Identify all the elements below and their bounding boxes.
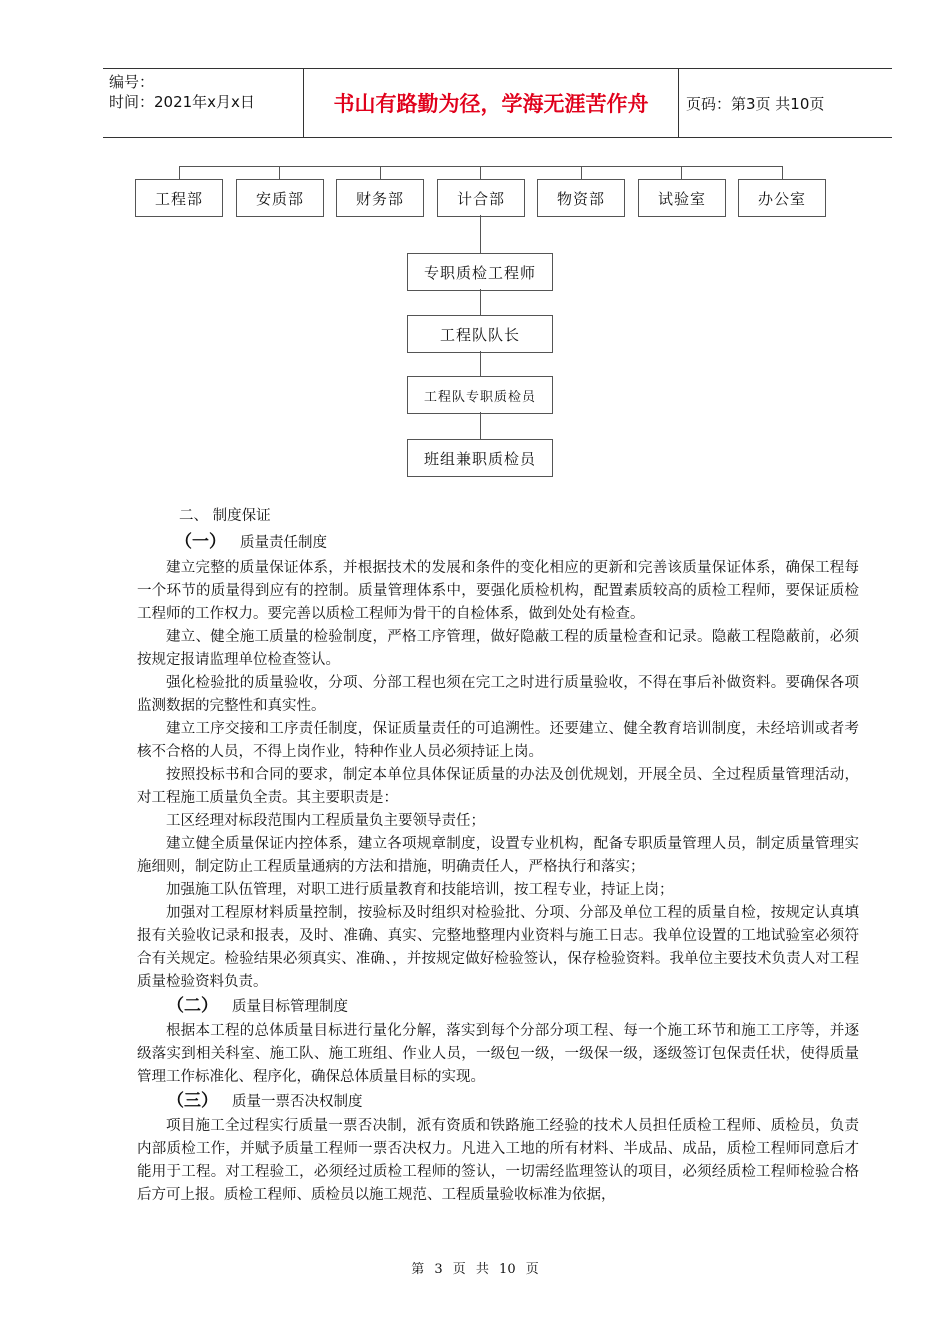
org-stub — [480, 166, 481, 179]
org-dept-box: 计合部 — [437, 179, 525, 217]
paragraph: 根据本工程的总体质量目标进行量化分解，落实到每个分部分项工程、每一个施工环节和施工工序等，并逐级落实到相关科室、施工队、施工班组、作业人员，一级包一级，一级保一级，逐级签订包保责任状，使得质量管理工作标准化、程序化，确保总体质量目标的实现。 — [137, 1023, 859, 1085]
org-chain-box: 工程队队长 — [407, 315, 553, 353]
org-dept-box: 工程部 — [135, 179, 223, 217]
section-heading: 二、 制度保证 — [179, 508, 271, 524]
org-stub — [782, 166, 783, 179]
paragraph: 建立完整的质量保证体系，并根据技术的发展和条件的变化相应的更新和完善该质量保证体系，确保工程每一个环节的质量得到应有的控制。质量管理体系中，要强化质检机构，配置素质较高的质检工程师，要保证质检工程师的工作权力。要完善以质检工程师为骨干的自检体系，做到处处有检查。 — [137, 560, 859, 622]
org-spine — [480, 289, 481, 315]
org-stub — [179, 166, 180, 179]
org-dept-box: 物资部 — [537, 179, 625, 217]
paragraph: 强化检验批的质量验收，分项、分部工程也须在完工之时进行质量验收，不得在事后补做资料。要确保各项监测数据的完整性和真实性。 — [137, 675, 859, 714]
header-page-label: 页码：第3页 共10页 — [686, 94, 825, 113]
paragraph: 按照投标书和合同的要求，制定本单位具体保证质量的办法及创优规划，开展全员、全过程质量管理活动，对工程施工质量负全责。其主要职责是： — [137, 767, 859, 806]
org-dept-box: 安质部 — [236, 179, 324, 217]
page-footer: 第 3 页 共 10 页 — [411, 1262, 539, 1277]
org-chain-box: 专职质检工程师 — [407, 253, 553, 291]
org-dept-box: 试验室 — [638, 179, 726, 217]
header-motto: 书山有路勤为径，学海无涯苦作舟 — [303, 69, 679, 137]
document-body — [137, 505, 859, 1207]
document-number-label: 编号： — [109, 73, 155, 91]
paragraph: 建立工序交接和工序责任制度，保证质量责任的可追溯性。还要建立、健全教育培训制度，未经培训或者考核不合格的人员，不得上岗作业，特种作业人员必须持证上岗。 — [137, 721, 859, 760]
subsection-heading — [137, 531, 859, 555]
paragraph: 项目施工全过程实行质量一票否决制，派有资质和铁路施工经验的技术人员担任质检工程师、质检员，负责内部质检工作，并赋予质量工程师一票否决权力。凡进入工地的所有材料、半成品、成品，质检工程师同意后才能用于工程。对工程验工，必须经过质检工程师的签认，一切需经监理签认的项目，必须经质检工程师检验合格后方可上报。质检工程师、质检员以施工规范、工程质量验收标准为依据， — [137, 1118, 859, 1203]
paragraph: 建立健全质量保证内控体系，建立各项规章制度，设置专业机构，配备专职质量管理人员，制定质量管理实施细则，制定防止工程质量通病的方法和措施，明确责任人，严格执行和落实； — [137, 836, 859, 875]
org-dept-box: 财务部 — [336, 179, 424, 217]
paragraph: 加强对工程原材料质量控制，按验标及时组织对检验批、分项、分部及单位工程的质量自检，按规定认真填报有关验收记录和报表，及时、准确、真实、完整地整理内业资料与施工日志。我单位设置的工地试验室必须符合有关规定。检验结果必须真实、准确、，并按规定做好检验签认，保存检验资料。我单位主要技术负责人对工程质量检验资料负责。 — [137, 905, 859, 990]
org-stub — [380, 166, 381, 179]
document-time-label: 时间：2021年x月x日 — [109, 93, 255, 111]
org-chain-box: 工程队专职质检员 — [407, 376, 553, 414]
org-stub — [581, 166, 582, 179]
subsection-heading — [137, 995, 859, 1019]
org-spine — [480, 215, 481, 253]
paragraph: 加强施工队伍管理，对职工进行质量教育和技能培训，按工程专业，持证上岗； — [166, 882, 674, 898]
org-stub — [681, 166, 682, 179]
subsection-title: 质量一票否决权制度 — [232, 1094, 363, 1110]
subsection-number: （三） — [167, 1091, 218, 1111]
subsection-title: 质量目标管理制度 — [232, 999, 348, 1015]
paragraph: 建立、健全施工质量的检验制度，严格工序管理，做好隐蔽工程的质量检查和记录。隐蔽工程隐蔽前，必须按规定报请监理单位检查签认。 — [137, 629, 859, 668]
org-chart — [0, 0, 950, 500]
subsection-number: （二） — [167, 996, 218, 1016]
org-dept-box: 办公室 — [738, 179, 826, 217]
subsection-number: （一） — [175, 532, 226, 552]
org-spine — [480, 412, 481, 439]
subsection-heading — [137, 1090, 859, 1114]
org-spine — [480, 351, 481, 376]
paragraph: 工区经理对标段范围内工程质量负主要领导责任； — [166, 813, 485, 829]
org-stub — [279, 166, 280, 179]
subsection-title: 质量责任制度 — [240, 535, 327, 551]
org-chain-box: 班组兼职质检员 — [407, 439, 553, 477]
